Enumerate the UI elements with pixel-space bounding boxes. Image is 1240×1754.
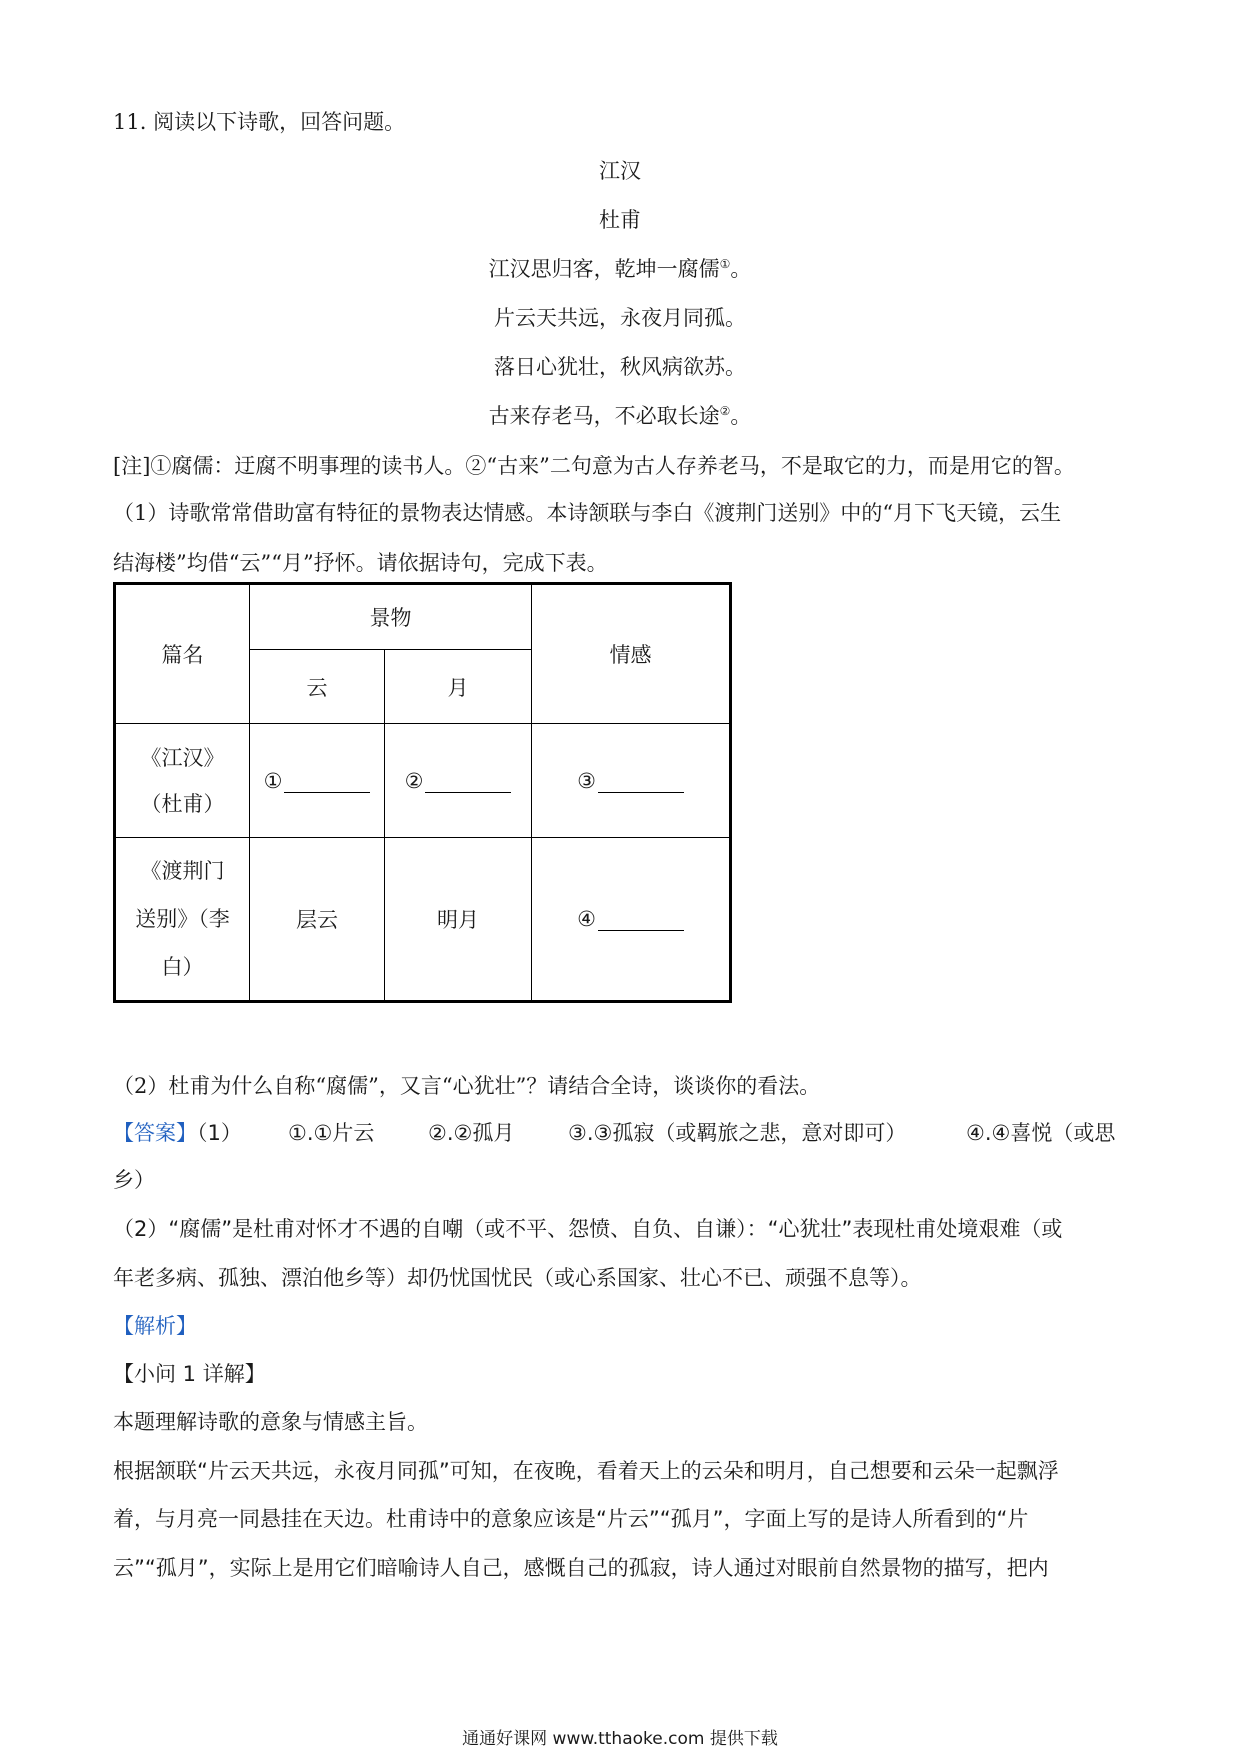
answer-blank[interactable] [598,772,684,793]
poem-note: [注]①腐儒：迂腐不明事理的读书人。②“古来”二句意为古人存养老马，不是取它的力，而是用它的智。 [113,454,1075,478]
poem-line-end: 。 [730,404,752,428]
sub-question-heading: 【小问 1 详解】 [113,1362,266,1386]
row2-emotion-cell[interactable] [532,838,731,1002]
poem-title: 江汉 [599,159,641,183]
answer-blank[interactable] [598,910,684,931]
row1-title-line2: （杜甫） [140,791,225,816]
row1-cloud-cell[interactable] [250,724,385,838]
answer-part2-line1: （2）“腐儒”是杜甫对怀才不遇的自嘲（或不平、怨愤、自负、自谦）：“心犹壮”表现杜甫处境艰难（或 [113,1217,1063,1241]
analysis-p1: 本题理解诗歌的意象与情感主旨。 [113,1410,428,1434]
header-emotion: 情感 [532,584,731,724]
part1-prompt-line1: （1）诗歌常常借助富有特征的景物表达情感。本诗颔联与李白《渡荆门送别》中的“月下飞天镜，云生 [113,501,1062,525]
part2-prompt: （2）杜甫为什么自称“腐儒”，又言“心犹壮”？请结合全诗，谈谈你的看法。 [113,1074,821,1098]
poem-line-1 [0,253,1240,283]
row1-moon-cell[interactable] [385,724,532,838]
page-footer: 通通好课网 www.tthaoke.com 提供下载 [462,1729,778,1749]
row2-moon: 明月 [385,838,532,1002]
header-scenery: 景物 [250,584,532,650]
answer-line1 [113,1117,242,1147]
answer-blank[interactable] [284,772,370,793]
header-cloud: 云 [250,650,385,724]
row2-title-line3: 白） [161,955,204,979]
answer-a4-cont: 乡） [113,1168,155,1192]
answer-a4: ④.④喜悦（或思 [966,1121,1116,1145]
poem-line-end: 。 [730,257,752,281]
blank-number: ③ [577,768,596,793]
analysis-p2-line1: 根据颔联“片云天共远，永夜月同孤”可知，在夜晚，看着天上的云朵和明月，自己想要和云朵一起飘浮 [113,1459,1059,1483]
analysis-p2-line3: 云”“孤月”，实际上是用它们暗喻诗人自己，感慨自己的孤寂，诗人通过对眼前自然景物的描写，把内 [113,1556,1049,1580]
answer-a1: ①.①片云 [288,1121,375,1145]
answer-part2-line2: 年老多病、孤独、漂泊他乡等）却仍忧国忧民（或心系国家、壮心不已、顽强不息等）。 [113,1266,922,1290]
row2-title-line2: 送别》（李 [135,907,230,931]
poem-author: 杜甫 [599,208,641,232]
answer-blank[interactable] [425,772,511,793]
comparison-table [113,582,732,1003]
answer-part1-num: （1） [197,1121,242,1145]
question-intro: 11. 阅读以下诗歌，回答问题。 [113,110,406,134]
row1-title [115,724,250,838]
blank-number: ② [404,768,424,793]
row1-title-line1: 《江汉》 [140,745,225,770]
analysis-p2-line2: 着，与月亮一同悬挂在天边。杜甫诗中的意象应该是“片云”“孤月”，字面上写的是诗人所看到的“片 [113,1507,1029,1531]
blank-number: ④ [577,907,596,931]
poem-line-2: 片云天共远，永夜月同孤。 [494,306,746,330]
analysis-label: 【解析】 [113,1314,197,1338]
row2-title [115,838,250,1002]
poem-line-4 [0,400,1240,430]
row2-cloud: 层云 [250,838,385,1002]
part1-prompt-line2: 结海楼”均借“云”“月”抒怀。请依据诗句，完成下表。 [113,551,608,575]
poem-line-text: 江汉思归客，乾坤一腐儒 [488,257,720,281]
header-title: 篇名 [115,584,250,724]
answer-a3: ③.③孤寂（或羁旅之悲，意对即可） [568,1121,907,1145]
footnote-mark: ② [719,404,731,418]
answer-label: 【答案】 [113,1121,197,1145]
blank-number: ① [263,768,283,793]
footnote-mark: ① [719,257,731,271]
poem-line-text: 古来存老马，不必取长途 [488,404,720,428]
row1-emotion-cell[interactable] [532,724,731,838]
row2-title-line1: 《渡荆门 [140,859,225,883]
answer-a2: ②.②孤月 [428,1121,515,1145]
header-moon: 月 [385,650,532,724]
poem-line-3: 落日心犹壮，秋风病欲苏。 [494,355,746,379]
